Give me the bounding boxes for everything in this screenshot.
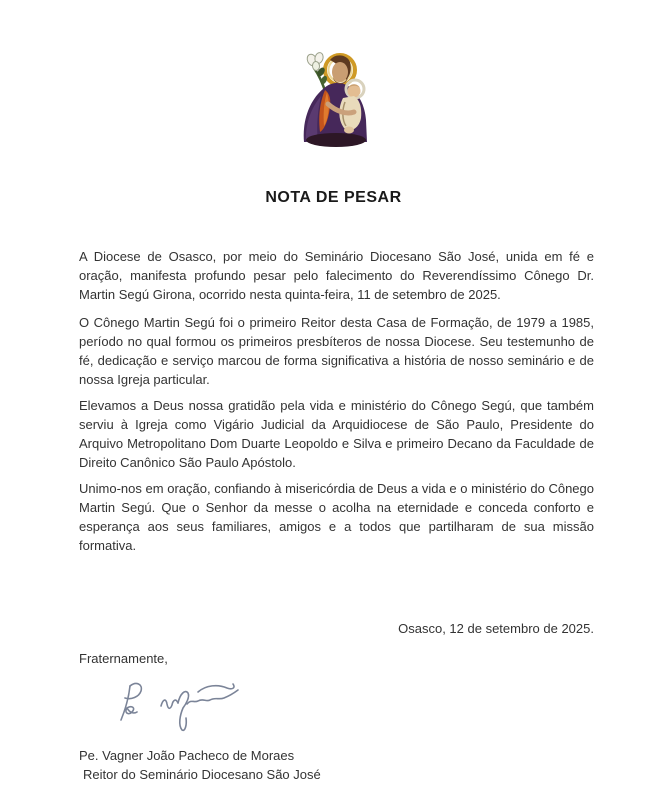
- handwritten-signature: [99, 677, 594, 733]
- closing-salutation: Fraternamente,: [79, 651, 168, 666]
- paragraph-3: Elevamos a Deus nossa gratidão pela vida e ministério do Cônego Segú, que também serviu à Igreja como Vigário Judicial da Arquidiocese de São Paulo, Presidente do Arquivo Metropolitano Dom Duarte Leopoldo e Silva e primeiro Decano da Faculdade de Direito Canônico São Paulo Apóstolo.: [79, 398, 594, 470]
- paragraph-2: O Cônego Martin Segú foi o primeiro Reitor desta Casa de Formação, de 1979 a 1985, período no qual formou os primeiros presbíteros de nossa Diocese. Seu testemunho de fé, dedicação e serviço marcou de forma significativa a história de nosso seminário e de nossa Igreja particular.: [79, 315, 594, 387]
- letter-body: [0, 247, 667, 784]
- page-title: NOTA DE PESAR: [265, 189, 402, 206]
- signer-block: [79, 746, 594, 784]
- emblem-container: [0, 48, 667, 148]
- paragraph-1: A Diocese de Osasco, por meio do Seminário Diocesano São José, unida em fé e oração, manifesta profundo pesar pelo falecimento do Reverendíssimo Cônego Dr. Martin Segú Girona, ocorrido nesta quinta-feira, 11 de setembro de 2025.: [79, 249, 594, 302]
- signer-name: Pe. Vagner João Pacheco de Moraes: [79, 748, 295, 763]
- paragraph-4: Unimo-nos em oração, confiando à misericórdia de Deus a vida e o ministério do Cônego Martin Segú. Que o Senhor da messe o acolha na eternidade e conceda conforto e esperança aos seus familiares, amigos e a todos que partilharam de sua missão formativa.: [79, 481, 594, 553]
- st-joseph-with-child-jesus-icon: [292, 48, 376, 148]
- signer-role: Reitor do Seminário Diocesano São José: [83, 767, 321, 782]
- signature-ink-icon: [99, 677, 259, 733]
- date-line: Osasco, 12 de setembro de 2025.: [398, 621, 594, 636]
